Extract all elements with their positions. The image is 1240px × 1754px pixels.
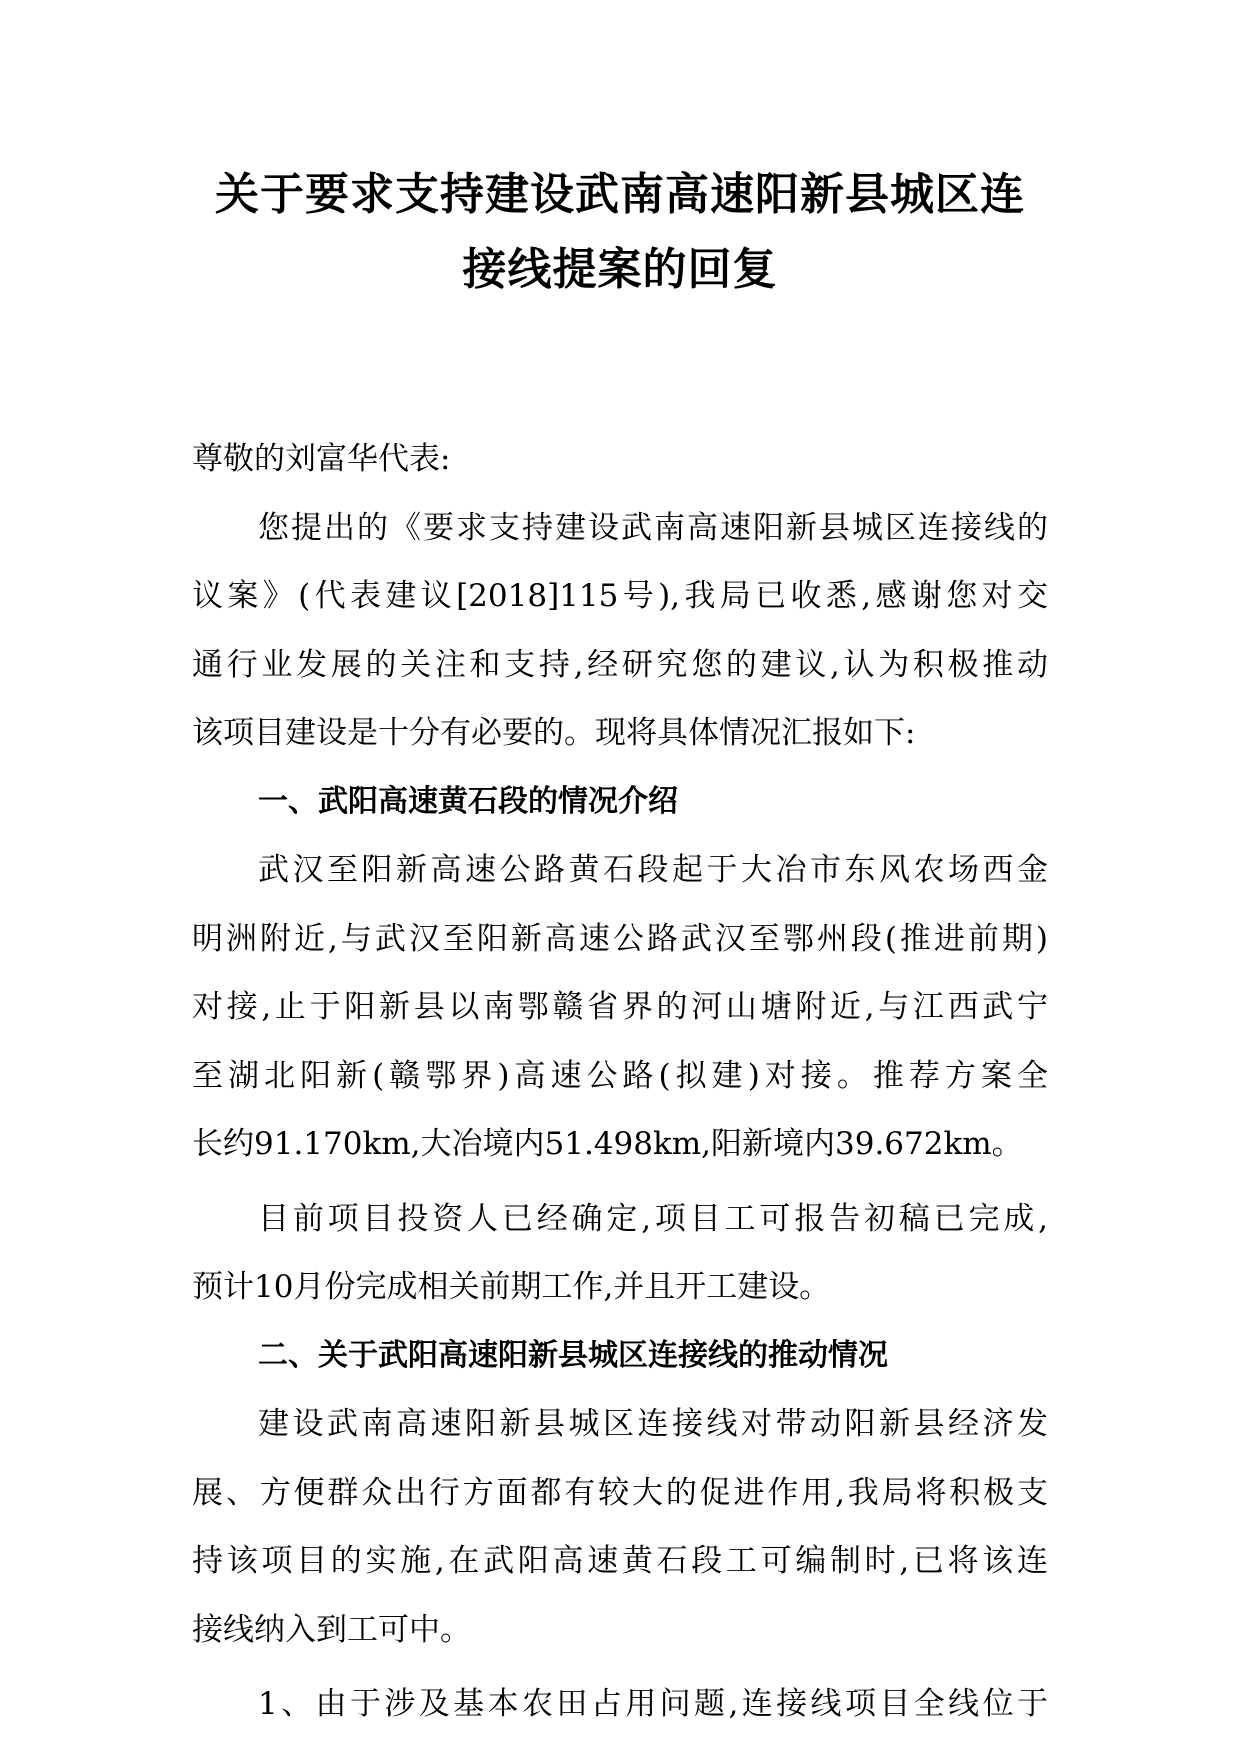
section-heading-2: 二、关于武阳高速阳新县城区连接线的推动情况 xyxy=(258,1337,888,1373)
paragraph-line: 展、方便群众出行方面都有较大的促进作用,我局将积极支 xyxy=(192,1474,1048,1511)
paragraph-line: 至湖北阳新(赣鄂界)高速公路(拟建)对接。推荐方案全 xyxy=(192,1057,1048,1094)
salutation: 尊敬的刘富华代表: xyxy=(192,441,451,477)
document-title-line-1: 关于要求支持建设武南高速阳新县城区连 xyxy=(215,169,1025,220)
paragraph-line: 预计10月份完成相关前期工作,并且开工建设。 xyxy=(192,1269,831,1305)
paragraph-line: 目前项目投资人已经确定,项目工可报告初稿已完成, xyxy=(258,1200,1048,1237)
paragraph-line: 通行业发展的关注和支持,经研究您的建议,认为积极推动 xyxy=(192,646,1048,683)
document-body xyxy=(192,425,1048,1739)
paragraph-line: 议案》(代表建议[2018]115号),我局已收悉,感谢您对交 xyxy=(192,578,1048,614)
paragraph-line: 对接,止于阳新县以南鄂赣省界的河山塘附近,与江西武宁 xyxy=(192,989,1048,1025)
paragraph-line: 该项目建设是十分有必要的。现将具体情况汇报如下: xyxy=(192,715,916,751)
paragraph-line: 长约91.170km,大冶境内51.498km,阳新境内39.672km。 xyxy=(192,1126,1023,1162)
paragraph-line: 明洲附近,与武汉至阳新高速公路武汉至鄂州段(推进前期) xyxy=(192,920,1048,957)
section-heading-1: 一、武阳高速黄石段的情况介绍 xyxy=(258,783,678,819)
paragraph-line: 武汉至阳新高速公路黄石段起于大冶市东风农场西金 xyxy=(258,852,1048,888)
paragraph-line: 1、由于涉及基本农田占用问题,连接线项目全线位于 xyxy=(258,1686,1048,1722)
document-title-line-2: 接线提案的回复 xyxy=(462,244,778,295)
paragraph-line: 接线纳入到工可中。 xyxy=(192,1611,471,1648)
paragraph-line: 建设武南高速阳新县城区连接线对带动阳新县经济发 xyxy=(258,1406,1048,1442)
paragraph-line: 您提出的《要求支持建设武南高速阳新县城区连接线的 xyxy=(258,509,1048,546)
paragraph-line: 持该项目的实施,在武阳高速黄石段工可编制时,已将该连 xyxy=(192,1543,1048,1579)
